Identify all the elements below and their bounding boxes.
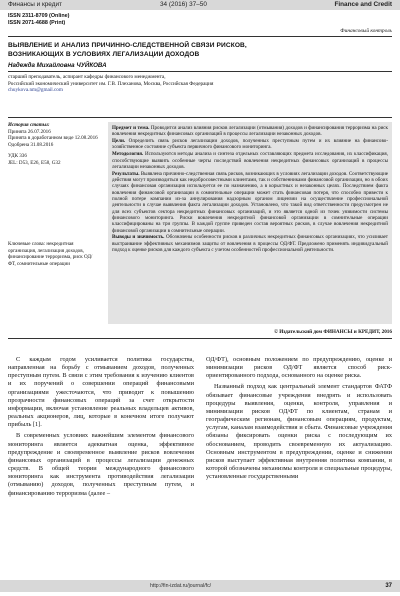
abstract-goal: Определить связь рисков легализации доходов, полученных преступным путем и их влияние на финансово-хозяйственное состояние субъекта первичного финансового мониторинга. — [112, 138, 388, 151]
udc-code: УДК 336 — [8, 153, 27, 160]
jel-codes: JEL: D53, E26, E58, G32 — [8, 159, 61, 166]
article-title — [8, 41, 392, 59]
body-paragraph: ОД/ФТ), основным положением по предупреждению, оценке и минимизации рисков ОД/ФТ является способ риск-ориентированного подхода, основанного на оценке риска. — [206, 356, 392, 380]
abstract-method: Используются методы анализа и синтеза отдельных составляющих предмета исследования, их классификация, способствующие выявить особенные черты последствий вовлечения некредитных финансовых организаций в процессы легализации незаконных доходов. — [112, 151, 388, 170]
abstract-implications: Обозначены особенности рисков в различных некредитных финансовых организациях, что усиливает выстраивание эффективных механизмов защиты от вовлечения в процессы ОД/ФТ. Предложено применять индивидуальный подход к оценке рисков для каждого субъекта с учетом особенностей профессиональной деятельности. — [112, 234, 389, 254]
article-title-line: ВОЗНИКАЮЩИХ В УСЛОВИЯХ ЛЕГАЛИЗАЦИИ ДОХОДОВ — [8, 51, 200, 58]
page-number: 37 — [385, 583, 392, 589]
body-column-left — [8, 356, 194, 501]
body-divider — [8, 338, 392, 339]
history-heading: История статьи: — [8, 122, 50, 128]
received-date: Принята 26.07.2016 — [8, 128, 51, 135]
copyright-notice: © Издательский дом ФИНАНСЫ и КРЕДИТ, 2016 — [274, 329, 392, 335]
page-footer — [0, 580, 400, 592]
info-divider — [8, 117, 392, 118]
body-paragraph: С каждым годом усиливается политика государства, направленная на борьбу с отмыванием доходов, полученных преступным путем. В связи с этим требования к изучению клиентов и их поручений о совершении операций финансовыми организациями ужесточаются, что приводит к повышению прозрачности финансовых операций за счет открытости информации, включая установление реальных владельцев активов, реальных акционеров, лиц, которые в конечном итоге получают прибыль [1]. — [8, 356, 194, 429]
article-title-line: ВЫЯВЛЕНИЕ И АНАЛИЗ ПРИЧИННО-СЛЕДСТВЕННОЙ СВЯЗИ РИСКОВ, — [8, 42, 247, 49]
body-paragraph: Названный подход как центральный элемент стандартов ФАТФ обязывает финансовые учреждения внедрять и использовать процедуры выявления, оценки, контроля, управления и минимизации рисков ОД/ФТ по клиентам, странам и географическим регионам, финансовым операциям, продуктам, услугам, каналам взаимодействия и сбыта. Финансовые учреждения обязаны фиксировать оценки риска с последующим их обоснованием, проводить своевременную их актуализацию. Основным инструментом в предупреждении, оценке и снижении рисков выступает эффективная внутренняя политика компании, в которой обозначены механизмы контроля и специальные процедуры, установленные государственными — [206, 383, 392, 481]
author-divider — [8, 71, 392, 72]
revised-date: Принята в доработанном виде 12.08.2016 — [8, 135, 98, 142]
abstract-results-heading: Результаты. — [112, 170, 140, 177]
abstract-goal-heading: Цели. — [112, 138, 126, 145]
abstract-results: Выявлена причинно-следственная связь рисков, возникающих в условиях легализации доходов. Соответствующие действия могут производиться как недобросовестными клиентами, так и собственниками финансовой организации, но в обоих случаях финансовая организация используется ее по назначению, а в корыстных и незаконных целях. Последствием факта вовлечения финансовой организации в сомнительные операции может стать финансовая потеря, что способно привести к полной потере компании из-за аннулирования надзорным органом лицензии на осуществление профессиональной деятельности в случае выявления факта легализации доходов. Установлено, что такой вид ответственности предусмотрен не для всех субъектов сектора некредитных финансовых организаций, и это является одной из точек уязвимости системы финансового мониторинга. Риски вовлечения некредитной финансовой организации в сомнительные операции классифицированы на три группы. В каждой группе приведен состав вероятных рисков, в случае вовлечения некредитной финансовой организации в сомнительные операции. — [112, 170, 389, 234]
approved-date: Одобрена 31.08.2016 — [8, 141, 54, 148]
issn-print: ISSN 2071-4688 (Print) — [8, 20, 66, 26]
section-tag: Финансовый контроль — [340, 28, 392, 34]
abstract-implications-heading: Выводы и значимость. — [112, 234, 165, 241]
issn-block — [8, 13, 69, 27]
journal-name-ru: Финансы и кредит — [8, 1, 62, 8]
issn-online: ISSN 2311-8709 (Online) — [8, 13, 70, 19]
affiliation-position: старший преподаватель, аспирант кафедры финансового менеджмента, — [8, 74, 166, 80]
keywords-text: некредитная организация, легализация доходов, финансирование терроризма, риск ОД/ФТ, сомнительные операции — [8, 241, 93, 267]
author-name: Надежда Михайловна ЧУЙКОВА — [8, 62, 107, 69]
body-paragraph: В современных условиях важнейшим элементом финансового мониторинга является адекватная оценка, эффективное предупреждение и своевременное выявление рисков вовлечения финансовых организаций в процессы легализации денежных средств. В общей теории международного финансового мониторинга как инструмента противодействия легализации (отмыванию) доходов, полученных преступным путем, и финансированию терроризма (далее – — [8, 432, 194, 497]
article-info — [8, 122, 100, 167]
author-email-link[interactable]: chuykova.nm@gmail.com — [8, 87, 63, 94]
running-header — [0, 0, 400, 10]
keywords-heading: Ключевые слова: — [8, 241, 46, 247]
abstract-method-heading: Методология. — [112, 151, 144, 158]
abstract-subject-heading: Предмет и тема. — [112, 125, 150, 131]
header-divider — [8, 36, 392, 37]
body-column-right — [206, 356, 392, 484]
keywords-block — [8, 241, 100, 267]
affiliation-university: Российский экономический университет им. Г.В. Плеханова, Москва, Российская Федерация — [8, 80, 214, 87]
journal-name-en: Finance and Credit — [334, 1, 392, 8]
abstract-subject: Проводится анализ влияния рисков легализации (отмывания) доходов и финансирования терроризма на риск вовлечения некредитных финансовых организаций в процессы легализации незаконных доходов. — [112, 125, 388, 138]
author-affiliation — [8, 74, 392, 94]
issue-info: 34 (2016) 37–50 — [160, 1, 207, 8]
abstract-box — [108, 122, 392, 324]
journal-url[interactable]: http://fin-izdat.ru/journal/fc/ — [150, 583, 212, 589]
